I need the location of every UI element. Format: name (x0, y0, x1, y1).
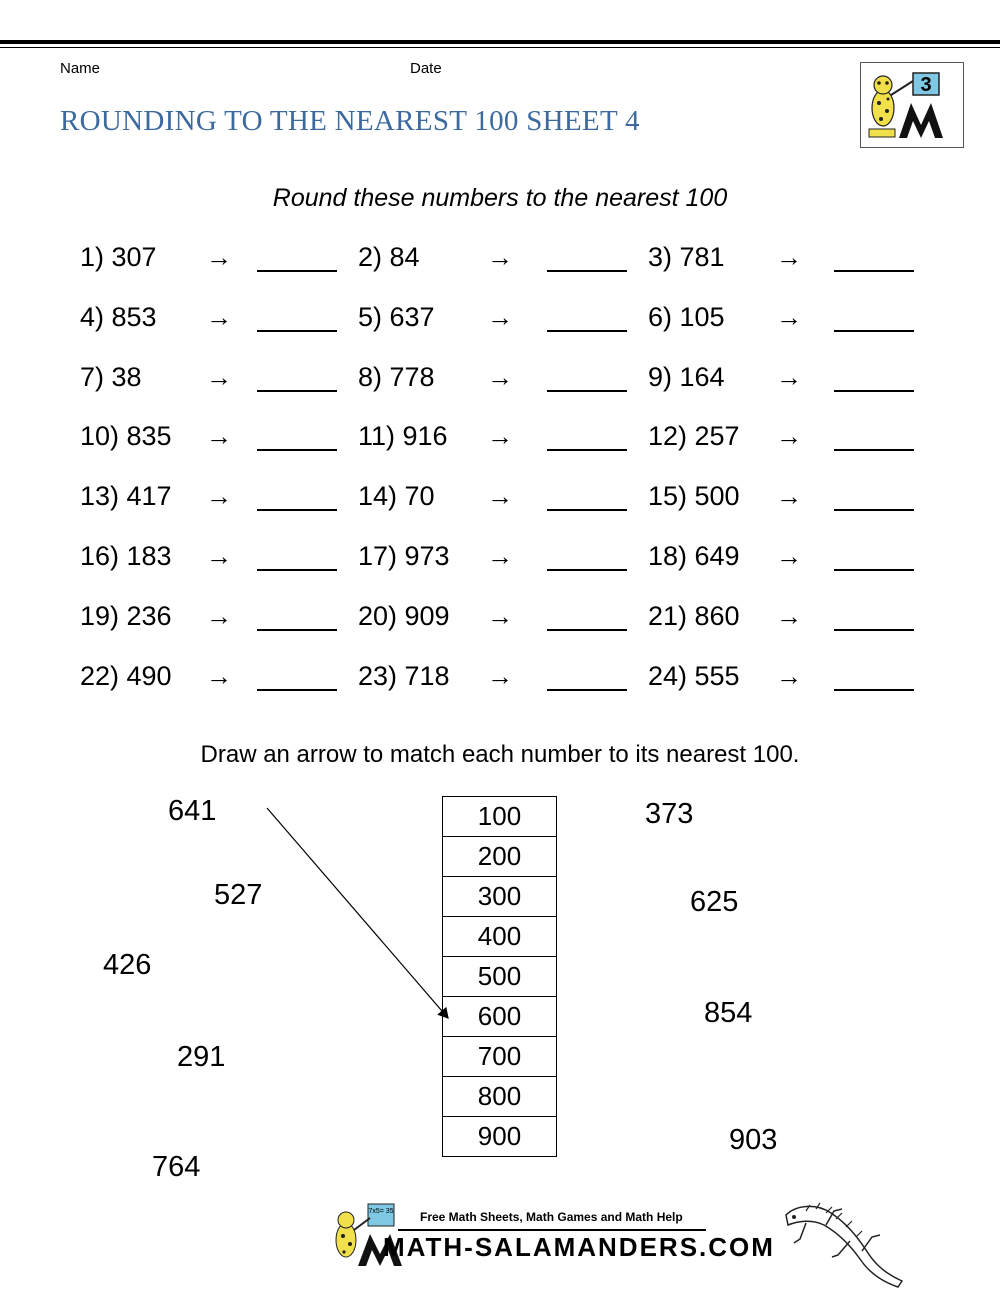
question-text: 12) 257 (648, 421, 740, 451)
hundreds-cell[interactable]: 300 (443, 877, 557, 917)
hundreds-cell[interactable]: 600 (443, 997, 557, 1037)
hundreds-cell[interactable]: 400 (443, 917, 557, 957)
question-text: 6) 105 (648, 302, 725, 332)
question-text: 5) 637 (358, 302, 435, 332)
question-text: 22) 490 (80, 661, 172, 691)
salamander-icon (776, 1195, 906, 1290)
right-arrow-icon: → (206, 362, 232, 392)
page-title: ROUNDING TO THE NEAREST 100 SHEET 4 (60, 105, 640, 137)
left-number[interactable]: 527 (214, 879, 263, 911)
right-arrow-icon: → (487, 661, 513, 691)
right-arrow-icon: → (776, 541, 802, 571)
left-number[interactable]: 291 (177, 1041, 226, 1073)
right-number[interactable]: 854 (704, 997, 753, 1029)
section2-instruction: Draw an arrow to match each number to its nearest 100. (200, 741, 800, 768)
right-arrow-icon: → (776, 421, 802, 451)
question-text: 2) 84 (358, 242, 420, 272)
hundreds-cell[interactable]: 700 (443, 1037, 557, 1077)
right-arrow-icon: → (776, 362, 802, 392)
hundreds-cell[interactable]: 100 (443, 797, 557, 837)
right-number[interactable]: 903 (729, 1124, 778, 1156)
question-text: 9) 164 (648, 362, 725, 392)
footer-brand[interactable]: MATH-SALAMANDERS.COM (383, 1232, 775, 1262)
right-number[interactable]: 625 (690, 886, 739, 918)
question-text: 8) 778 (358, 362, 435, 392)
right-arrow-icon: → (206, 242, 232, 272)
left-number[interactable]: 764 (152, 1151, 201, 1183)
section1-instruction: Round these numbers to the nearest 100 (272, 184, 728, 212)
right-arrow-icon: → (487, 421, 513, 451)
logo-badge: 7x5= 35 (368, 1208, 394, 1215)
right-arrow-icon: → (776, 661, 802, 691)
left-number[interactable]: 426 (103, 949, 152, 981)
right-arrow-icon: → (206, 601, 232, 631)
right-arrow-icon: → (206, 302, 232, 332)
question-text: 14) 70 (358, 481, 435, 511)
question-text: 7) 38 (80, 362, 142, 392)
name-label: Name (60, 60, 101, 77)
hundreds-cell[interactable]: 800 (443, 1077, 557, 1117)
right-arrow-icon: → (206, 481, 232, 511)
grade-badge: 3 (920, 74, 932, 96)
question-text: 20) 909 (358, 601, 450, 631)
right-arrow-icon: → (206, 541, 232, 571)
question-text: 11) 916 (358, 421, 448, 451)
hundreds-cell[interactable]: 500 (443, 957, 557, 997)
question-text: 24) 555 (648, 661, 740, 691)
right-arrow-icon: → (206, 661, 232, 691)
question-text: 23) 718 (358, 661, 450, 691)
question-text: 21) 860 (648, 601, 740, 631)
right-arrow-icon: → (776, 601, 802, 631)
right-arrow-icon: → (776, 302, 802, 332)
question-text: 10) 835 (80, 421, 172, 451)
right-number[interactable]: 373 (645, 798, 694, 830)
question-text: 19) 236 (80, 601, 172, 631)
question-text: 17) 973 (358, 541, 450, 571)
question-text: 15) 500 (648, 481, 740, 511)
question-text: 16) 183 (80, 541, 172, 571)
right-arrow-icon: → (487, 481, 513, 511)
right-arrow-icon: → (776, 242, 802, 272)
footer-tagline: Free Math Sheets, Math Games and Math Help (420, 1210, 683, 1224)
salamander-illustration (776, 1195, 906, 1290)
date-label: Date (410, 60, 442, 77)
left-number[interactable]: 641 (168, 795, 217, 827)
question-text: 13) 417 (80, 481, 172, 511)
right-arrow-icon: → (487, 302, 513, 332)
hundreds-cell[interactable]: 900 (443, 1117, 557, 1157)
question-text: 1) 307 (80, 242, 157, 272)
question-text: 18) 649 (648, 541, 740, 571)
hundreds-cell[interactable]: 200 (443, 837, 557, 877)
question-text: 4) 853 (80, 302, 157, 332)
right-arrow-icon: → (487, 242, 513, 272)
right-arrow-icon: → (487, 362, 513, 392)
right-arrow-icon: → (776, 481, 802, 511)
right-arrow-icon: → (206, 421, 232, 451)
question-text: 3) 781 (648, 242, 725, 272)
right-arrow-icon: → (487, 541, 513, 571)
right-arrow-icon: → (487, 601, 513, 631)
